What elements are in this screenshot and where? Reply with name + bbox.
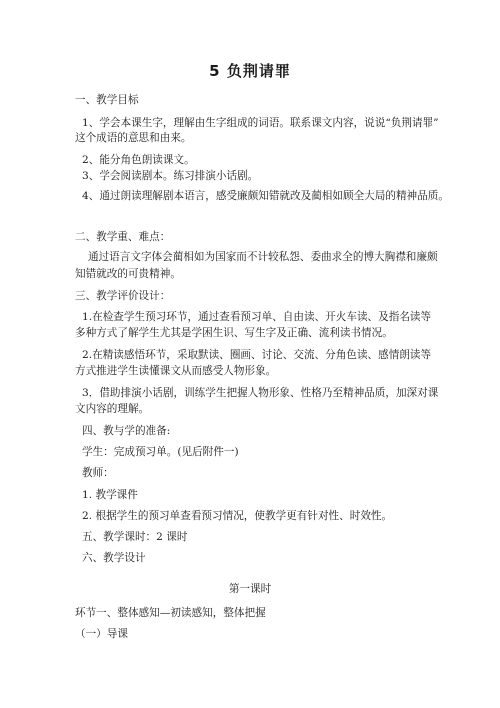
goal-2: 2、能分角色朗读课文。: [82, 154, 195, 166]
evaluation-1-line-2: 多种方式了解学生尤其是学困生识、写生字及正确、流利读书情况。: [75, 327, 393, 339]
goal-1-line-2: 这个成语的意思和由来。: [75, 132, 192, 144]
preparation-teacher: 教师：: [82, 467, 114, 479]
goal-3: 3、学会阅读剧本。练习排演小话剧。: [82, 170, 259, 182]
preparation-students: 学生：完成预习单。(见后附件一): [82, 446, 239, 458]
goal-4: 4、通过朗读理解剧本语言，感受廉颇知错就改及蔺相如顾全大局的精神品质。: [82, 190, 449, 202]
evaluation-3-line-1: 3．借助排演小话剧，训练学生把握人物形象、性格乃至精神品质，加深对课: [82, 387, 439, 399]
teacher-item-1: 1. 教学课件: [82, 489, 138, 501]
evaluation-1-line-1: 1.在检查学生预习环节，通过查看预习单、自由读、开火车读、及指名读等: [82, 311, 432, 323]
teacher-item-2: 2. 根据学生的预习单查看预习情况，使教学更有针对性、时效性。: [82, 510, 393, 522]
subsection-introduction: （一）导课: [75, 628, 128, 640]
evaluation-2-line-2: 方式推进学生读懂课文从而感受人物形象。: [75, 365, 277, 377]
heading-key-difficult-points: 二、教学重、难点：: [75, 231, 171, 243]
heading-class-hours: 五、教学课时：2 课时: [82, 531, 188, 543]
lesson-one-heading: 第一课时: [228, 583, 272, 595]
evaluation-2-line-1: 2.在精读感悟环节，采取默读、圈画、讨论、交流、分角色读、感情朗读等: [82, 349, 432, 361]
evaluation-3-line-2: 文内容的理解。: [75, 403, 150, 415]
goal-1-line-1: 1、学会本课生字，理解由生字组成的词语。联系课文内容，说说“负荆请罪”: [82, 117, 439, 129]
heading-teaching-design: 六、教学设计: [82, 552, 146, 564]
key-points-line-2: 知错就改的可贵精神。: [75, 268, 181, 280]
heading-teaching-goals: 一、教学目标: [75, 94, 139, 106]
heading-preparation: 四、教与学的准备:: [82, 425, 171, 437]
section-one-heading: 环节一、整体感知—初读感知，整体把握: [75, 607, 266, 619]
document-title: 5 负荆请罪: [209, 62, 291, 80]
heading-evaluation-design: 三、教学评价设计：: [75, 290, 171, 302]
key-points-line-1: 通过语言文字体会蔺相如为国家而不计较私怨、委曲求全的博大胸襟和廉颇: [88, 251, 438, 263]
